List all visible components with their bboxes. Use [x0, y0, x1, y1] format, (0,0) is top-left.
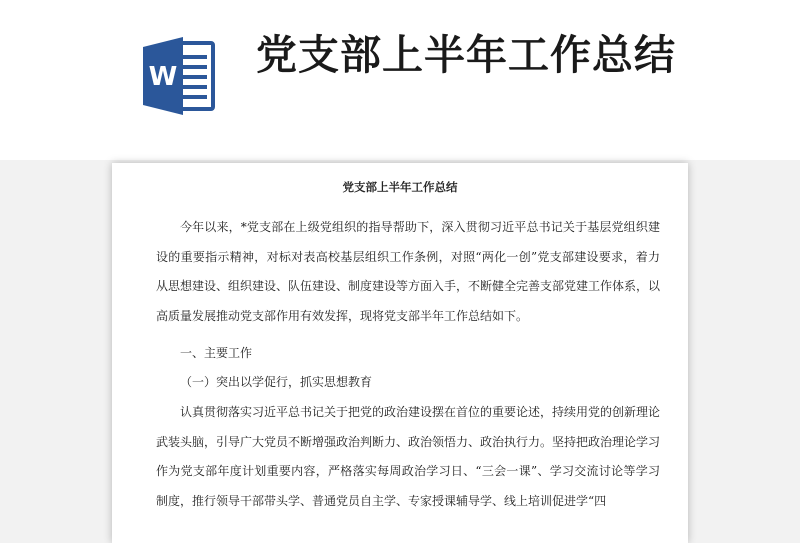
- paragraph-intro: 今年以来，*党支部在上级党组织的指导帮助下，深入贯彻习近平总书记关于基层党组织建设的重要指示精神，对标对表高校基层组织工作条例，对照“两化一创”党支部建设要求，着力从思想建设、组织建设、队伍建设、制度建设等方面入手，不断健全完善支部党建工作体系，以高质量发展推动党支部作用有效发挥，现将党支部半年工作总结如下。: [156, 220, 661, 323]
- word-icon-letter: W: [148, 62, 178, 92]
- word-icon: [143, 37, 215, 115]
- section-heading: 一、主要工作: [180, 346, 253, 360]
- document-page: [112, 163, 688, 543]
- paragraph-body: 认真贯彻落实习近平总书记关于把党的政治建设摆在首位的重要论述，持续用党的创新理论武装头脑，引导广大党员不断增强政治判断力、政治领悟力、政治执行力。坚持把政治理论学习作为党支部年度计划重要内容，严格落实每周政治学习日、“三会一课”、学习交流讨论等学习制度，推行领导干部带头学、普通党员自主学、专家授课辅导学、线上培训促进学“四: [156, 405, 661, 508]
- banner-title: 党支部上半年工作总结: [256, 31, 676, 79]
- banner: [0, 0, 800, 160]
- page-title: 党支部上半年工作总结: [342, 180, 458, 194]
- subsection-heading: （一）突出以学促行，抓实思想教育: [180, 375, 373, 389]
